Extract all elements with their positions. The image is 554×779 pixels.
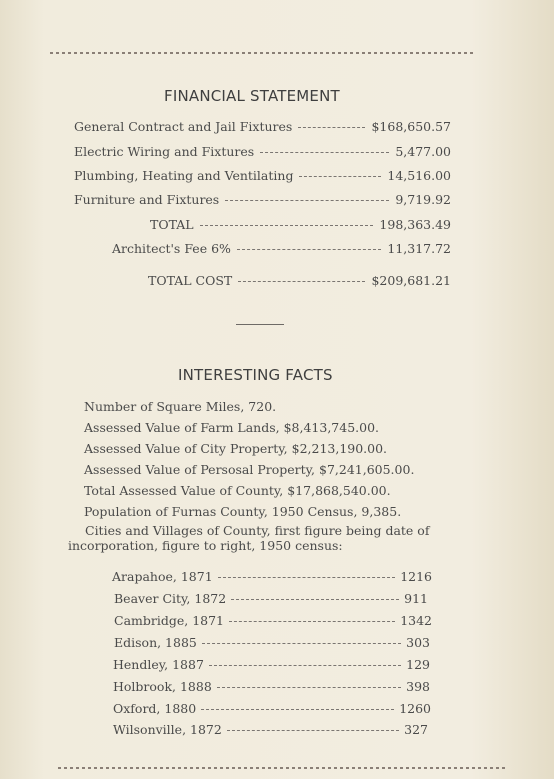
city-label: Oxford, 1880: [113, 701, 197, 716]
financial-row: [74, 144, 451, 162]
financial-row-amount: $209,681.21: [371, 273, 451, 288]
city-population: 911: [404, 591, 428, 606]
leader-dashes: [237, 249, 381, 250]
leader-dashes: [238, 281, 365, 282]
leader-dashes: [202, 643, 401, 644]
financial-statement-heading: FINANCIAL STATEMENT: [164, 87, 340, 105]
financial-row-label: Architect's Fee 6%: [112, 241, 231, 256]
financial-row-label: General Contract and Jail Fixtures: [74, 119, 293, 134]
financial-row-amount: 9,719.92: [395, 192, 451, 207]
leader-dashes: [218, 577, 396, 578]
leader-dashes: [227, 730, 399, 731]
city-population: 327: [404, 722, 428, 737]
leader-dashes: [298, 127, 365, 128]
city-label: Hendley, 1887: [113, 657, 204, 672]
city-label: Arapahoe, 1871: [112, 569, 213, 584]
leader-dashes: [209, 665, 401, 666]
cities-intro-paragraph: Cities and Villages of County, first figure being date of incorporation, figure to right, 1950 census:: [68, 523, 430, 553]
leader-dashes: [231, 599, 399, 600]
city-row: [112, 569, 432, 587]
city-label: Holbrook, 1888: [113, 679, 212, 694]
city-population: 398: [406, 679, 430, 694]
city-population: 1260: [399, 701, 431, 716]
leader-dashes: [229, 621, 395, 622]
city-population: 1342: [400, 613, 432, 628]
fact-line: Population of Furnas County, 1950 Census, 9,385.: [84, 504, 402, 519]
section-divider: [236, 324, 284, 325]
city-row: [113, 657, 430, 675]
fact-line: Assessed Value of City Property, $2,213,190.00.: [84, 441, 388, 456]
financial-row-label: TOTAL COST: [148, 273, 233, 288]
financial-row: [74, 168, 451, 186]
financial-row-amount: 5,477.00: [395, 144, 451, 159]
city-row: [114, 591, 428, 609]
fact-line: Assessed Value of Farm Lands, $8,413,745.00.: [84, 420, 380, 435]
city-row: [113, 679, 430, 697]
financial-row-amount: 198,363.49: [379, 217, 451, 232]
decorative-top-rule: [50, 52, 474, 54]
leader-dashes: [260, 152, 389, 153]
interesting-facts-heading: INTERESTING FACTS: [178, 366, 333, 384]
city-population: 129: [406, 657, 430, 672]
fact-line: Number of Square Miles, 720.: [84, 399, 277, 414]
financial-fee-row: [112, 241, 451, 259]
financial-row-label: Electric Wiring and Fixtures: [74, 144, 255, 159]
leader-dashes: [217, 687, 401, 688]
financial-row-label: TOTAL: [150, 217, 194, 232]
financial-row-amount: 11,317.72: [387, 241, 451, 256]
financial-row-amount: 14,516.00: [387, 168, 451, 183]
leader-dashes: [201, 709, 394, 710]
leader-dashes: [200, 225, 374, 226]
city-label: Wilsonville, 1872: [113, 722, 222, 737]
city-row: [113, 722, 428, 740]
leader-dashes: [225, 200, 389, 201]
financial-row: [74, 192, 451, 210]
financial-total-row: [150, 217, 451, 235]
financial-row-label: Furniture and Fixtures: [74, 192, 220, 207]
financial-row: [74, 119, 451, 137]
fact-line: Total Assessed Value of County, $17,868,540.00.: [84, 483, 391, 498]
financial-total-cost-row: [148, 273, 451, 291]
city-row: [114, 635, 430, 653]
financial-row-label: Plumbing, Heating and Ventilating: [74, 168, 294, 183]
city-row: [113, 701, 431, 719]
fact-line: Assessed Value of Persosal Property, $7,241,605.00.: [84, 462, 415, 477]
city-population: 1216: [400, 569, 432, 584]
city-label: Cambridge, 1871: [114, 613, 225, 628]
city-label: Edison, 1885: [114, 635, 197, 650]
city-row: [114, 613, 432, 631]
decorative-bottom-rule: [58, 767, 508, 769]
financial-row-amount: $168,650.57: [371, 119, 451, 134]
city-label: Beaver City, 1872: [114, 591, 227, 606]
leader-dashes: [299, 176, 381, 177]
city-population: 303: [406, 635, 430, 650]
